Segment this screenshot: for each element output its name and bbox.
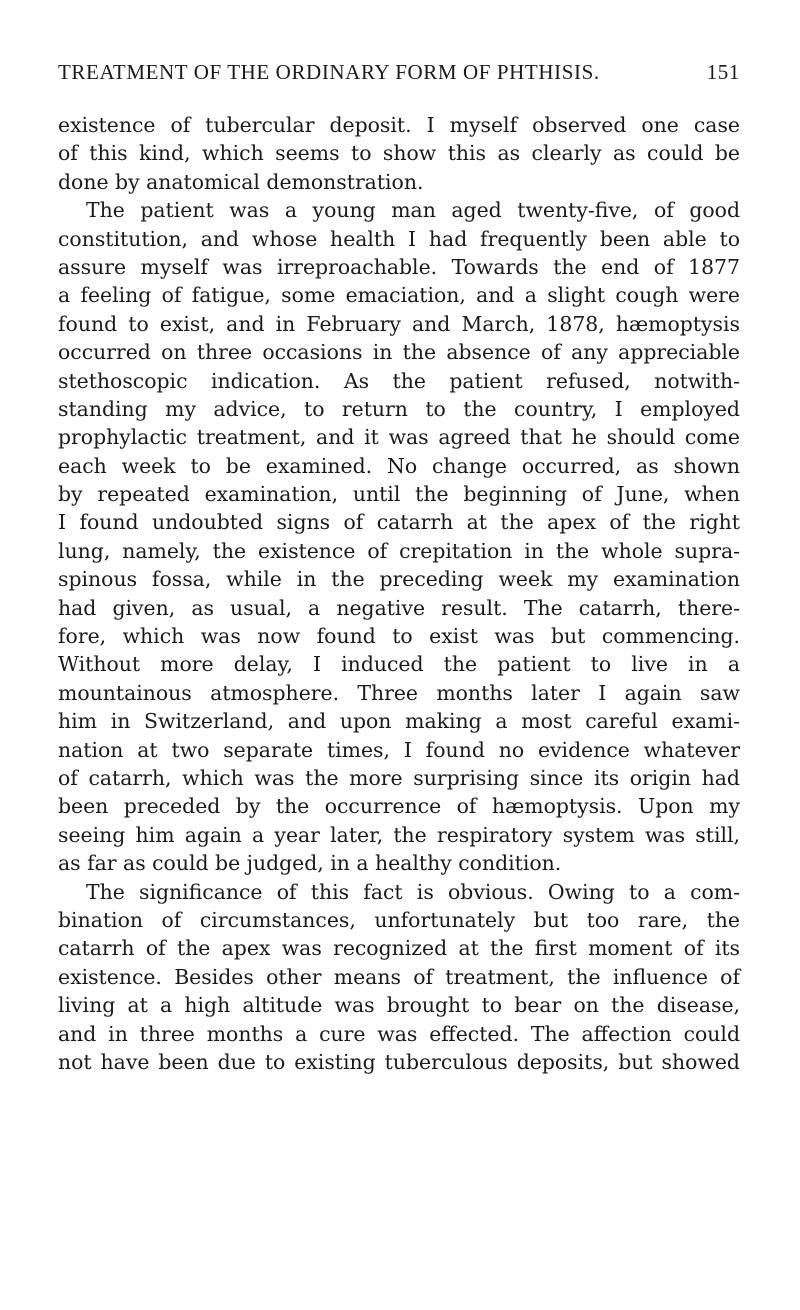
- text-line: not have been due to existing tuberculous deposits, but showed: [58, 1049, 740, 1074]
- text-line: a feeling of fatigue, some emaciation, and a slight cough were: [58, 283, 740, 308]
- text-line: catarrh of the apex was recognized at the first moment of its: [58, 936, 740, 961]
- text-line: fore, which was now found to exist was but commencing.: [58, 624, 740, 649]
- text-line: assure myself was irreproachable. Towards the end of 1877: [58, 254, 740, 279]
- text-line: nation at two separate times, I found no evidence whatever: [58, 737, 740, 762]
- text-line: and in three months a cure was effected. The affection could: [58, 1021, 740, 1046]
- text-line: bination of circumstances, unfortunately but too rare, the: [58, 907, 740, 932]
- running-head: [58, 60, 740, 88]
- text-line: as far as could be judged, in a healthy condition.: [58, 851, 562, 876]
- text-line: mountainous atmosphere. Three months later I again saw: [58, 680, 740, 705]
- text-line: of catarrh, which was the more surprising since its origin had: [58, 765, 740, 790]
- text-line: prophylactic treatment, and it was agreed that he should come: [58, 425, 740, 450]
- text-line: lung, namely, the existence of crepitation in the whole supra-: [58, 538, 740, 563]
- text-line: him in Switzerland, and upon making a most careful exami-: [58, 709, 740, 734]
- text-line: of this kind, which seems to show this as clearly as could be: [58, 141, 740, 166]
- text-line: existence. Besides other means of treatment, the influence of: [58, 964, 740, 989]
- text-line: standing my advice, to return to the country, I employed: [58, 396, 740, 421]
- paragraph-start-line: The significance of this fact is obvious. Owing to a com-: [86, 879, 740, 904]
- text-line: existence of tubercular deposit. I myself observed one case: [58, 113, 740, 137]
- text-line: had given, as usual, a negative result. The catarrh, there-: [58, 595, 740, 620]
- text-line: been preceded by the occurrence of hæmoptysis. Upon my: [58, 794, 740, 819]
- paragraph-start-line: The patient was a young man aged twenty-five, of good: [86, 198, 740, 223]
- text-line: done by anatomical demonstration.: [58, 169, 424, 194]
- text-line: each week to be examined. No change occurred, as shown: [58, 453, 740, 478]
- text-line: seeing him again a year later, the respiratory system was still,: [58, 822, 740, 847]
- text-line: stethoscopic indication. As the patient refused, notwith-: [58, 368, 740, 393]
- text-line: Without more delay, I induced the patient to live in a: [58, 652, 740, 677]
- text-line: found to exist, and in February and March, 1878, hæmoptysis: [58, 311, 740, 336]
- body-text: [58, 111, 740, 1076]
- running-title: TREATMENT OF THE ORDINARY FORM OF PHTHISIS.: [58, 60, 600, 84]
- page-number: 151: [706, 60, 740, 84]
- text-line: constitution, and whose health I had frequently been able to: [58, 226, 740, 251]
- text-line: occurred on three occasions in the absence of any appreciable: [58, 340, 740, 365]
- text-line: spinous fossa, while in the preceding week my examination: [58, 567, 740, 592]
- text-line: living at a high altitude was brought to bear on the disease,: [58, 993, 740, 1018]
- text-line: I found undoubted signs of catarrh at the apex of the right: [58, 510, 740, 535]
- text-line: by repeated examination, until the beginning of June, when: [58, 482, 740, 507]
